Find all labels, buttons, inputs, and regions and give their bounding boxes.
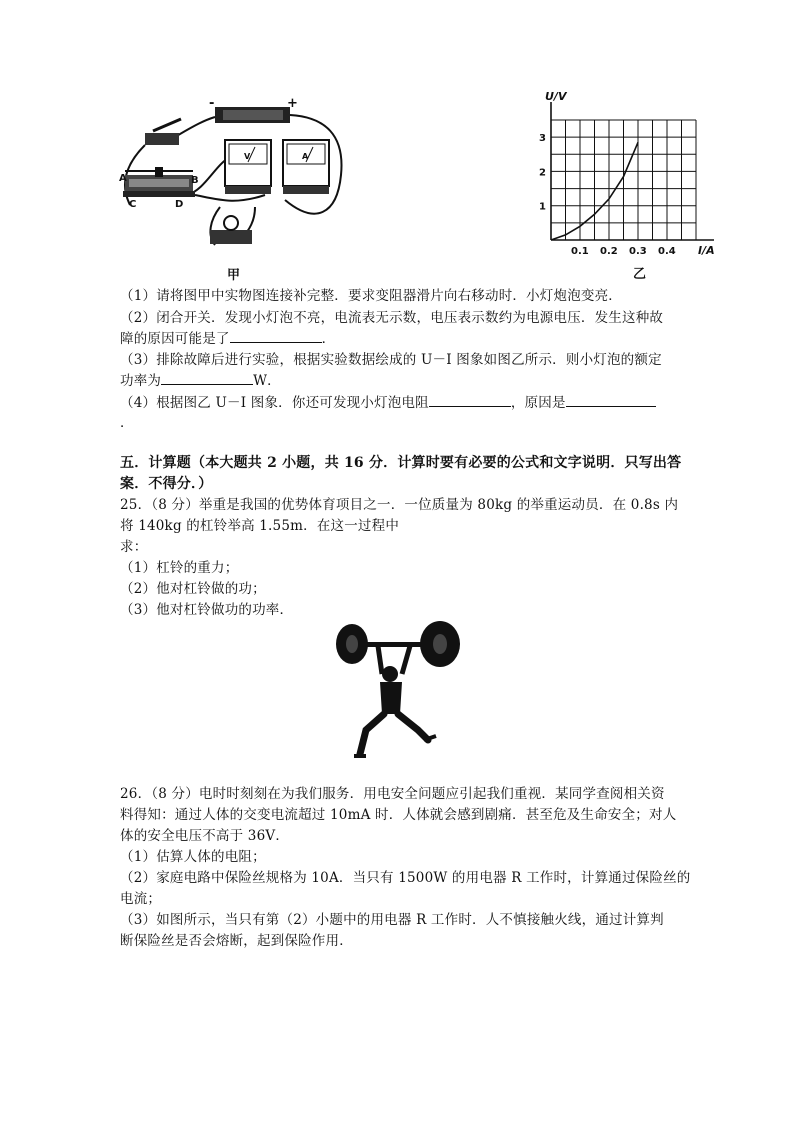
q25-line3: 求： [120, 539, 148, 555]
figure-caption-yi: 乙 [633, 267, 647, 282]
q25-part3: （3）他对杠铃做功的功率． [120, 602, 294, 618]
q25-line2: 将 140kg 的杠铃举高 1.55m．在这一过程中 [120, 518, 400, 534]
q25-line1: 25．（8 分）举重是我国的优势体育项目之一．一位质量为 80kg 的举重运动员．在 0.8s 内 [120, 497, 679, 513]
q26-part3-line1: （3）如图所示，当只有第（2）小题中的用电器 R 工作时．人不慎接触火线，通过计算判 [120, 912, 664, 928]
y-tick-label: 3 [539, 133, 546, 145]
q26-part1: （1）估算人体的电阻； [120, 849, 266, 865]
y-tick-label: 1 [539, 201, 546, 213]
q24-part2-line1: （2）闭合开关．发现小灯泡不亮，电流表无示数，电压表示数约为电源电压．发生这种故 [120, 310, 664, 326]
x-tick-label: 0.4 [658, 246, 676, 257]
chart-y-axis-label: U/V [545, 90, 567, 103]
answer-blank[interactable] [566, 392, 656, 407]
weightlifter-icon [330, 612, 468, 764]
answer-blank[interactable] [429, 392, 511, 407]
svg-text:A: A [302, 152, 309, 161]
svg-text:B: B [191, 175, 199, 186]
q26-line1: 26．（8 分）电时时刻刻在为我们服务．用电安全问题应引起我们重视．某同学查阅相关资 [120, 786, 665, 802]
q25-part1: （1）杠铃的重力； [120, 560, 239, 576]
q24-part3-line2: 功率为 W． [120, 370, 281, 392]
x-tick-label: 0.2 [600, 246, 618, 257]
q26-part2-line2: 电流； [120, 891, 162, 907]
x-tick-label: 0.1 [571, 246, 589, 257]
circuit-figure-jia [115, 95, 355, 285]
lamp-icon [210, 216, 252, 244]
svg-text:+: + [287, 96, 298, 111]
q26-line2: 料得知：通过人体的交变电流超过 10mA 时．人体就会感到剧痛．甚至危及生命安全；对人 [120, 807, 677, 823]
q24-part4-line2: ． [120, 415, 134, 431]
section-heading: 五．计算题（本大题共 2 小题，共 16 分．计算时要有必要的公式和文字说明．只写出答 [120, 455, 682, 471]
section-heading-cont: 案．不得分．） [120, 476, 213, 492]
q26-part3-line2: 断保险丝是否会熔断，起到保险作用． [120, 933, 353, 949]
x-tick-label: 0.3 [629, 246, 647, 257]
answer-blank[interactable] [161, 370, 253, 385]
svg-text:V: V [244, 152, 251, 161]
q25-part2: （2）他对杠铃做的功； [120, 581, 266, 597]
svg-text:-: - [209, 96, 215, 111]
ammeter-icon [283, 140, 329, 194]
ui-graph-yi [515, 90, 730, 283]
q24-part2-line2: 障的原因可能是了 ． [120, 328, 335, 350]
chart-grid [551, 120, 696, 240]
q24-part4-line1: （4）根据图乙 U－I 图象．你还可发现小灯泡电阻 ，原因是 [120, 392, 656, 414]
q24-part1: （1）请将图甲中实物图连接补完整．要求变阻器滑片向右移动时．小灯炮泡变亮． [120, 288, 622, 304]
rheostat-icon [123, 167, 195, 197]
battery-icon [215, 107, 290, 123]
svg-text:甲: 甲 [227, 268, 241, 283]
y-tick-label: 2 [539, 167, 546, 179]
answer-blank[interactable] [230, 328, 322, 343]
chart-tick-labels [539, 133, 676, 257]
q24-part3-line1: （3）排除故障后进行实验，根据实验数据绘成的 U－I 图象如图乙所示．则小灯泡的额定 [120, 352, 662, 368]
svg-text:C: C [129, 199, 137, 210]
svg-text:A: A [119, 173, 127, 184]
voltmeter-icon [225, 140, 271, 194]
q26-part2-line1: （2）家庭电路中保险丝规格为 10A．当只有 1500W 的用电器 R 工作时，计算通过保险丝的 [120, 870, 691, 886]
chart-x-axis-label: I/A [698, 244, 715, 257]
svg-text:D: D [175, 199, 184, 210]
switch-icon [145, 119, 181, 145]
q26-line3: 体的安全电压不高于 36V． [120, 828, 290, 844]
